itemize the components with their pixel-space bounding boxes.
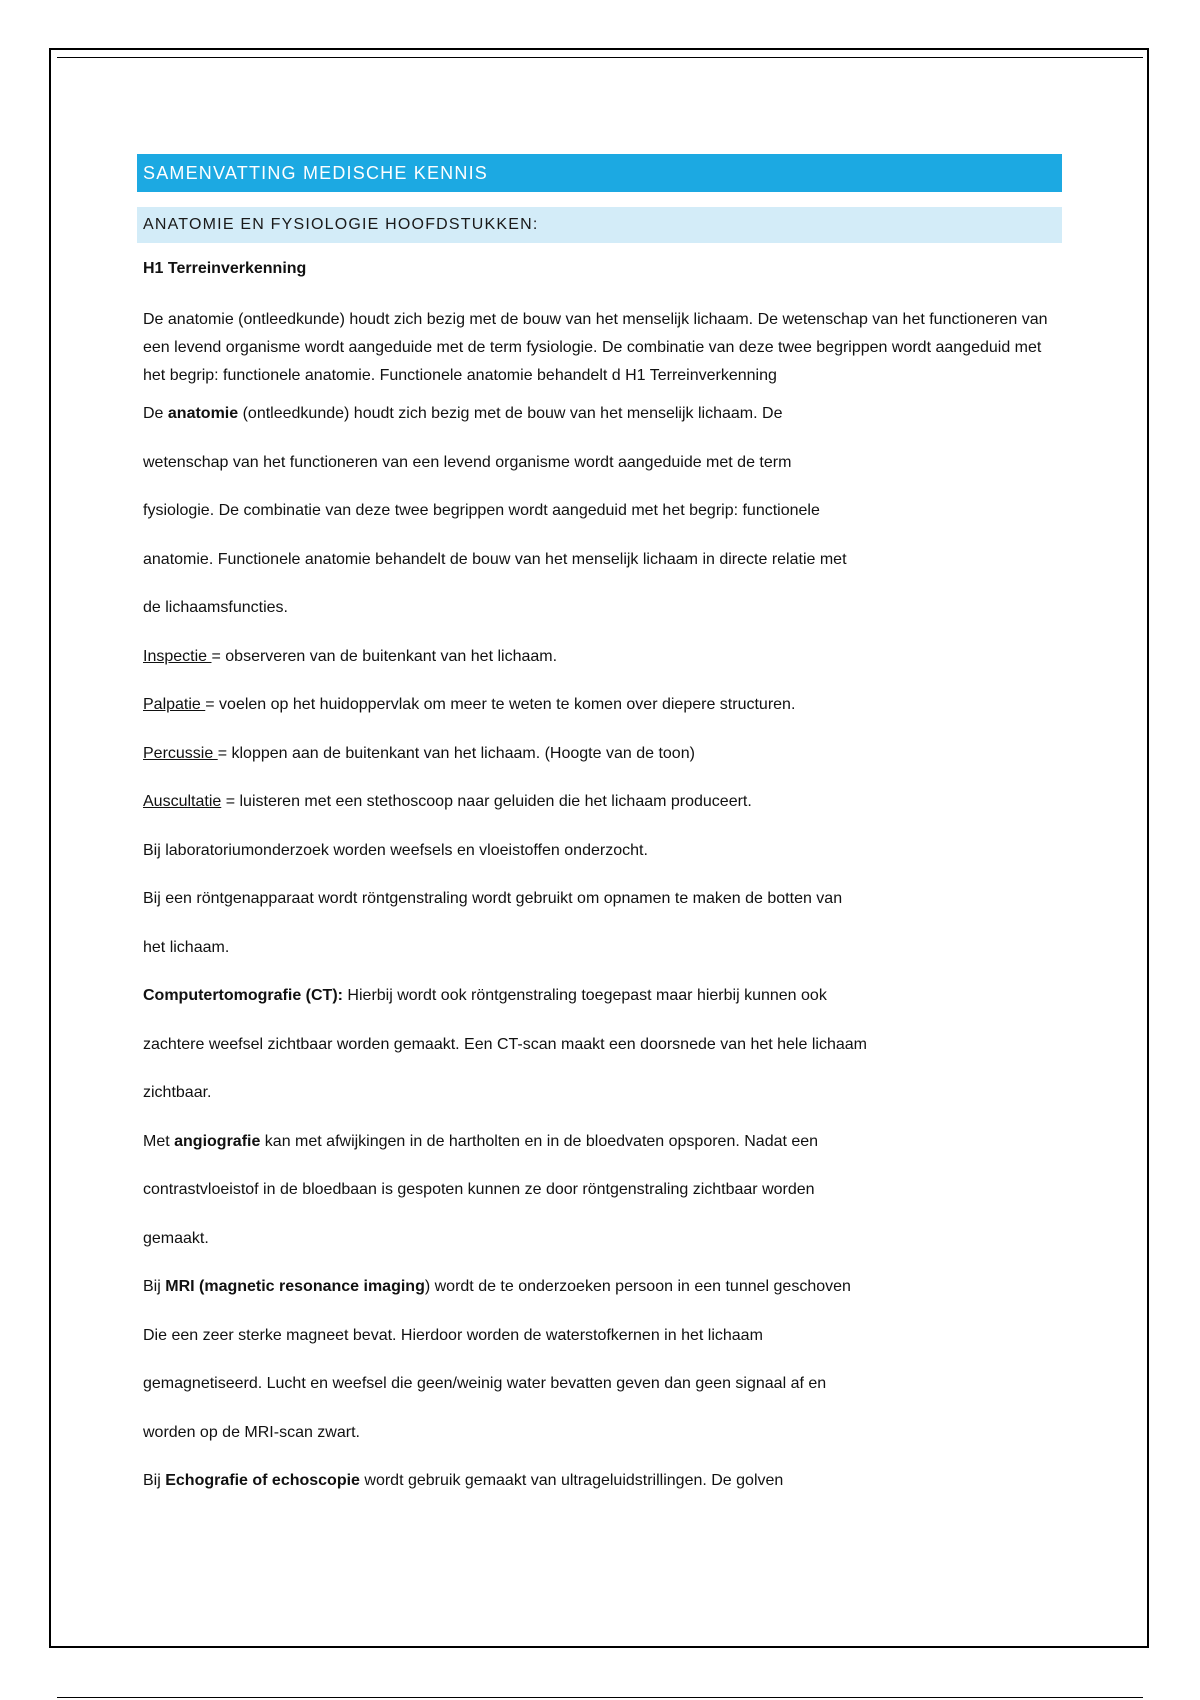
document-title: SAMENVATTING MEDISCHE KENNIS <box>137 154 1062 192</box>
mri-line-3: gemagnetiseerd. Lucht en weefsel die geen/weinig water bevatten geven dan geen signaal af en <box>143 1375 827 1392</box>
mri-line-2: Die een zeer sterke magneet bevat. Hierdoor worden de waterstofkernen in het lichaam <box>143 1326 763 1344</box>
chapter-heading: H1 Terreinverkenning <box>143 260 307 277</box>
method-term: Palpatie <box>143 696 206 713</box>
ct-line-3: zichtbaar. <box>143 1084 212 1101</box>
method-definition: = kloppen aan de buitenkant van het lichaam. (Hoogte van de toon) <box>217 744 695 762</box>
method-auscultatie <box>143 788 1058 837</box>
anatomy-line-1: De anatomie (ontleedkunde) houdt zich bezig met de bouw van het menselijk lichaam. De <box>143 405 783 422</box>
method-term: Inspectie <box>143 647 212 665</box>
anatomy-line-4: anatomie. Functionele anatomie behandelt de bouw van het menselijk lichaam in directe relatie met <box>143 550 847 568</box>
anatomy-line-5: de lichaamsfuncties. <box>143 599 288 616</box>
page-border-inner-line <box>57 57 1143 58</box>
next-page-border-line <box>57 1697 1143 1698</box>
angio-line-2: contrastvloeistof in de bloedbaan is gespoten kunnen ze door röntgenstraling zichtbaar worden <box>143 1181 815 1198</box>
lab-line: Bij laboratoriumonderzoek worden weefsels en vloeistoffen onderzocht. <box>143 841 648 859</box>
page-content <box>137 154 1062 1516</box>
angio-line-1: Met angiografie kan met afwijkingen in de hartholten en in de bloedvaten opsporen. Nadat een <box>143 1132 819 1150</box>
intro-paragraph: De anatomie (ontleedkunde) houdt zich bezig met de bouw van het menselijk lichaam. De wetenschap van het functioneren van een levend organisme wordt aangeduide met de term fysiologie. De combinatie van deze twee begrippen wordt aangeduid met het begrip: functionele anatomie. Functionele anatomie behandelt d H1 Terreinverkenning <box>143 311 1048 384</box>
ct-line-1: Computertomografie (CT): Hierbij wordt ook röntgenstraling toegepast maar hierbij kunnen ook <box>143 987 827 1004</box>
section-subtitle: ANATOMIE EN FYSIOLOGIE HOOFDSTUKKEN: <box>137 207 1062 243</box>
body-text <box>143 400 1058 1516</box>
anatomy-line-3: fysiologie. De combinatie van deze twee begrippen wordt aangeduid met het begrip: functionele <box>143 502 820 519</box>
xray-line-2: het lichaam. <box>143 938 230 956</box>
ct-line-2: zachtere weefsel zichtbaar worden gemaakt. Een CT-scan maakt een doorsnede van het hele lichaam <box>143 1035 867 1053</box>
method-palpatie <box>143 691 1058 740</box>
mri-line-4: worden op de MRI-scan zwart. <box>143 1423 360 1441</box>
echo-line-1: Bij Echografie of echoscopie wordt gebruik gemaakt van ultrageluidstrillingen. De golven <box>143 1472 784 1489</box>
method-term: Auscultatie <box>143 793 222 810</box>
method-definition: = observeren van de buitenkant van het lichaam. <box>211 647 558 665</box>
method-definition: = luisteren met een stethoscoop naar geluiden die het lichaam produceert. <box>221 793 752 810</box>
method-term: Percussie <box>143 744 218 762</box>
xray-line-1: Bij een röntgenapparaat wordt röntgenstraling wordt gebruikt om opnamen te maken de botten van <box>143 890 843 907</box>
anatomy-line-2: wetenschap van het functioneren van een levend organisme wordt aangeduide met de term <box>143 453 792 471</box>
method-percussie <box>143 740 1058 789</box>
mri-line-1: Bij MRI (magnetic resonance imaging) wordt de te onderzoeken persoon in een tunnel geschoven <box>143 1278 851 1295</box>
method-inspectie <box>143 643 1058 692</box>
method-definition: = voelen op het huidoppervlak om meer te weten te komen over diepere structuren. <box>205 696 796 713</box>
angio-line-3: gemaakt. <box>143 1229 209 1247</box>
